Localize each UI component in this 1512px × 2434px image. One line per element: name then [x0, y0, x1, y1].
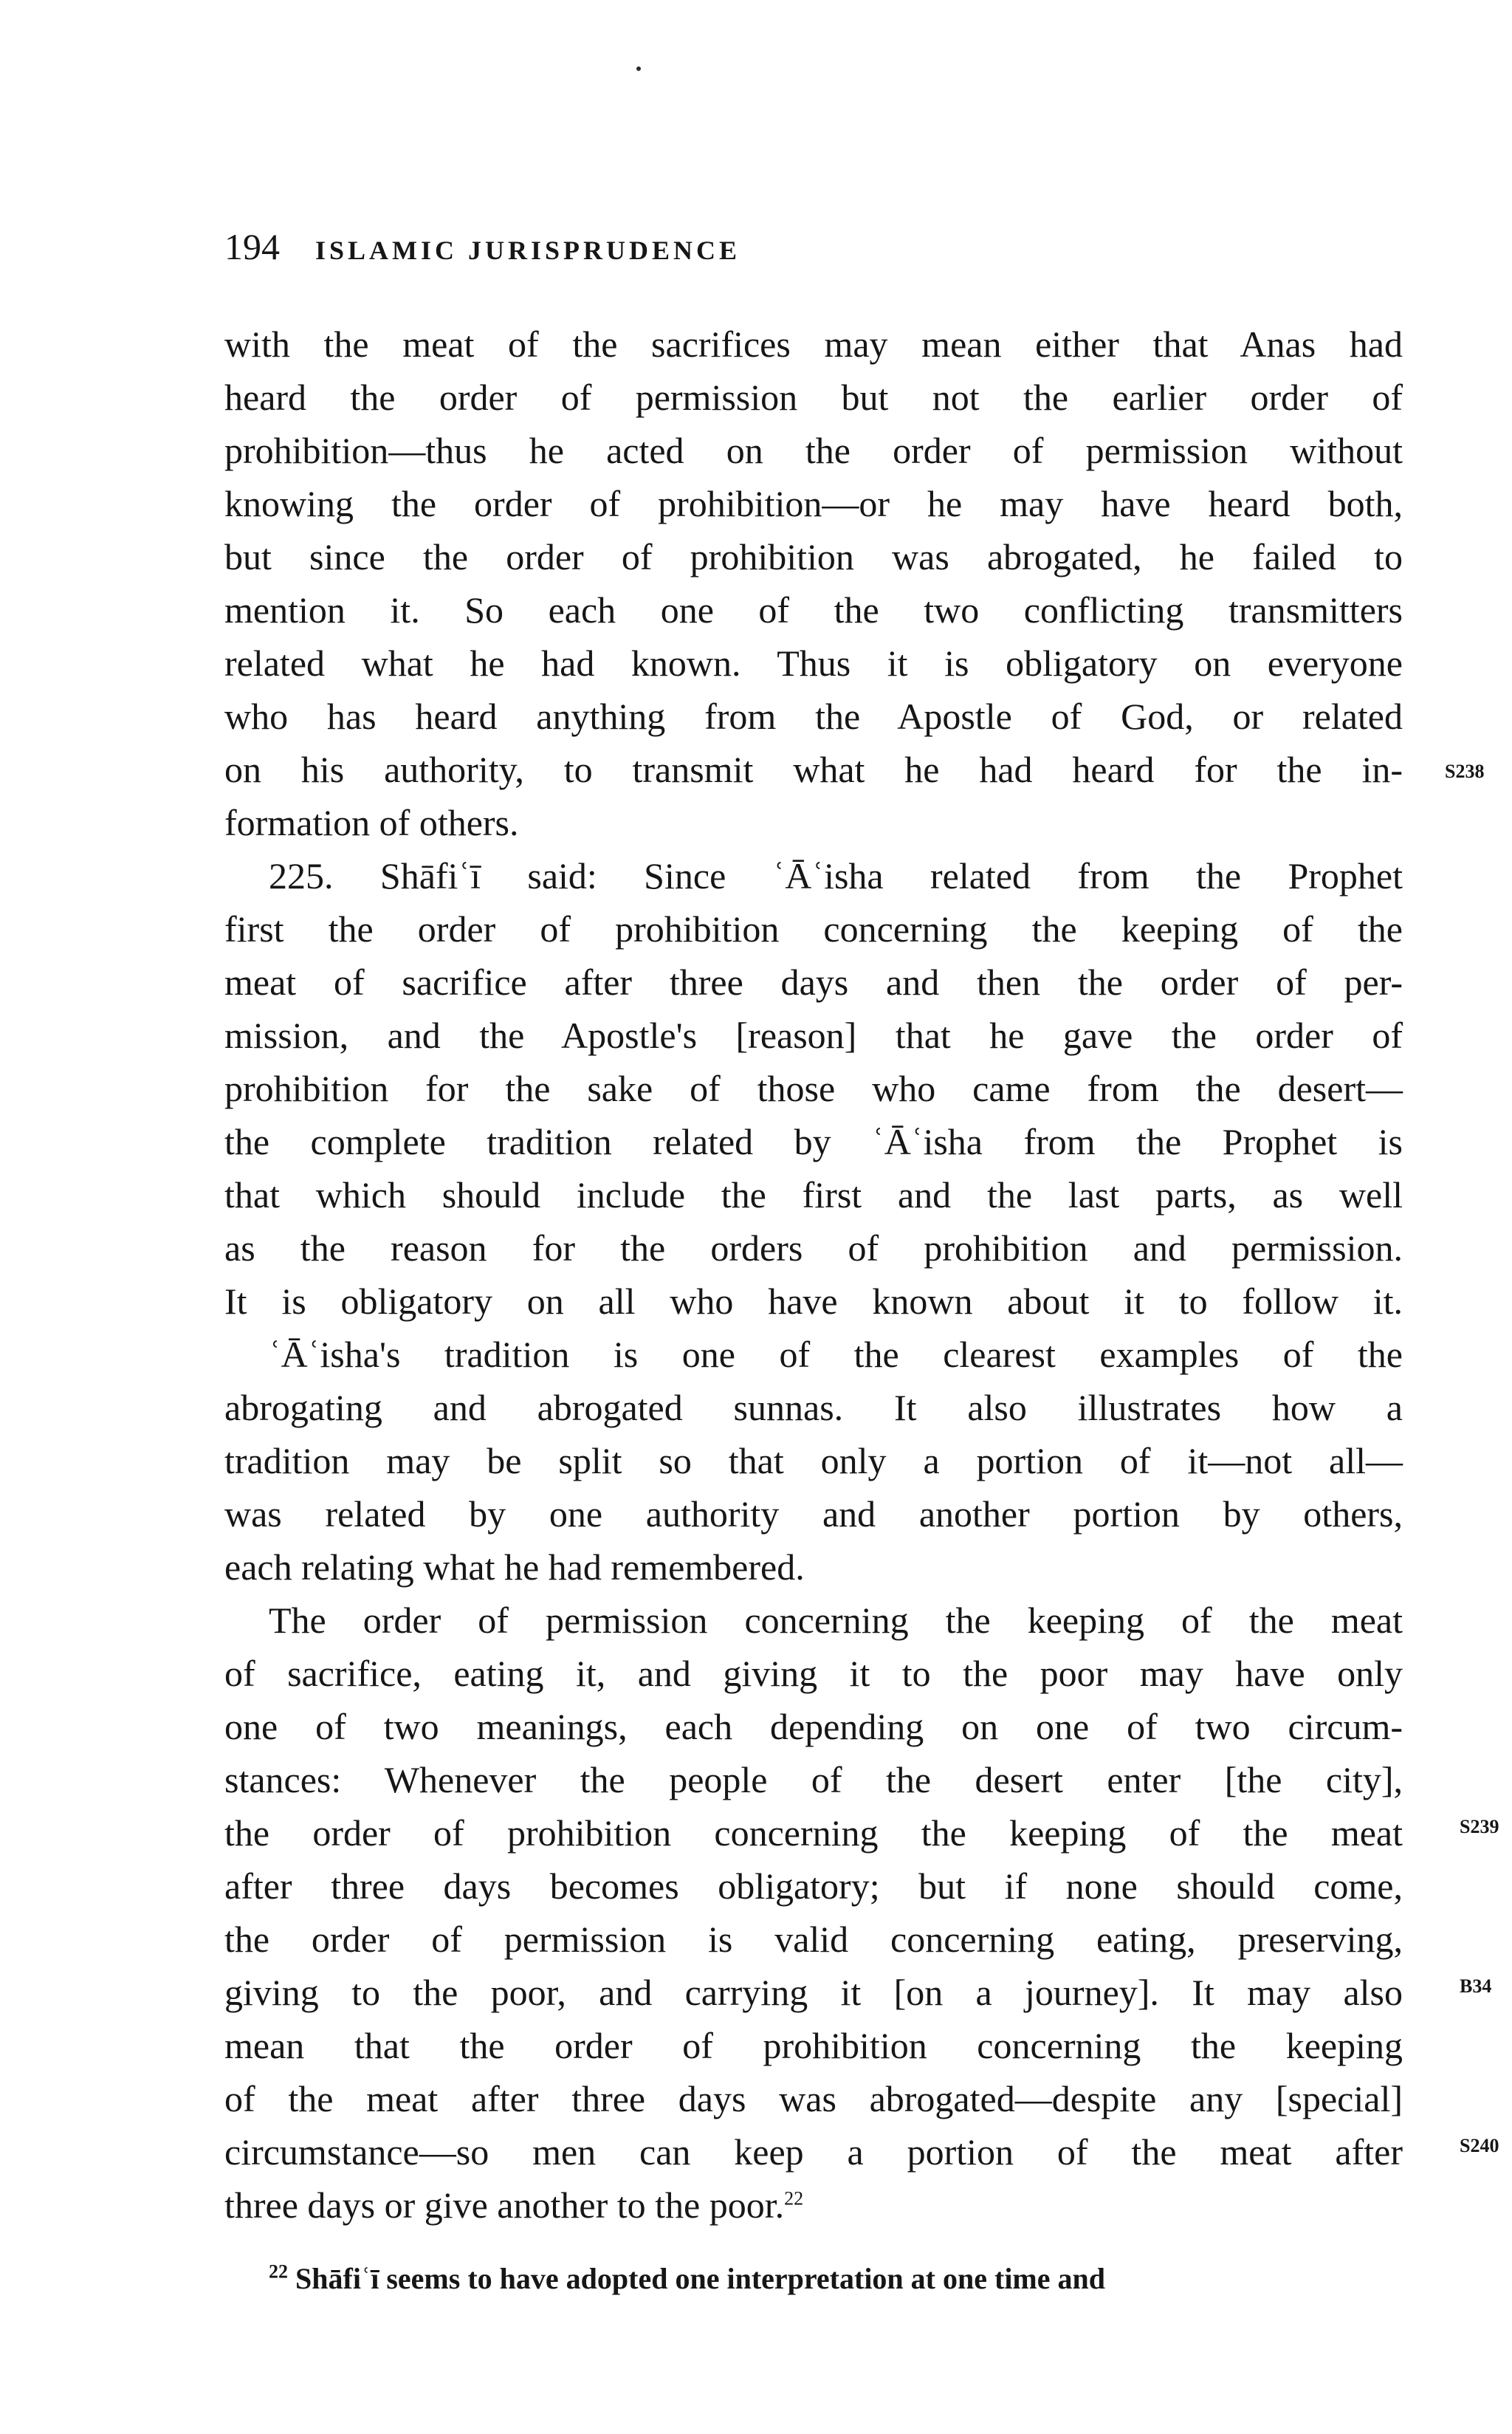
margin-reference: B34 [1460, 1975, 1492, 1997]
margin-reference: S238 [1445, 761, 1485, 782]
body-line: the order of prohibition concerning the keeping of the meat [224, 1812, 1403, 1854]
body-line: prohibition for the sake of those who came from the desert— [224, 1068, 1403, 1109]
body-line: first the order of prohibition concerning the keeping of the [224, 908, 1403, 950]
page-number: 194 [224, 226, 280, 267]
body-line: but since the order of prohibition was abrogated, he failed to [224, 536, 1403, 577]
body-line: mention it. So each one of the two conflicting transmitters [224, 589, 1403, 631]
body-line: 225. Shāfiʿī said: Since ʿĀʿisha related from the Prophet [269, 855, 1403, 897]
body-line: stances: Whenever the people of the desert enter [the city], [224, 1759, 1403, 1800]
body-line: that which should include the first and the last parts, as well [224, 1174, 1403, 1216]
body-line: of sacrifice, eating it, and giving it to the poor may have only [224, 1653, 1403, 1694]
body-line: meat of sacrifice after three days and then the order of per- [224, 961, 1403, 1003]
body-line: was related by one authority and another portion by others, [224, 1493, 1403, 1535]
ink-speck [636, 66, 641, 71]
body-line: who has heard anything from the Apostle of God, or related [224, 696, 1403, 737]
body-line-with-note-ref [224, 2178, 1403, 2232]
body-line: on his authority, to transmit what he had heard for the in- [224, 749, 1403, 790]
margin-reference: S240 [1460, 2135, 1499, 2156]
body-line: as the reason for the orders of prohibition and permission. [224, 1227, 1403, 1269]
body-line: prohibition—thus he acted on the order of permission without [224, 430, 1403, 471]
footnote-text: Shāfiʿī seems to have adopted one interpretation at one time and [295, 2262, 1105, 2295]
body-line: tradition may be split so that only a portion of it—not all— [224, 1440, 1403, 1481]
margin-reference: S239 [1460, 1816, 1499, 1837]
body-line: heard the order of permission but not the earlier order of [224, 377, 1403, 418]
body-line: mission, and the Apostle's [reason] that he gave the order of [224, 1015, 1403, 1056]
body-line: mean that the order of prohibition concerning the keeping [224, 2025, 1403, 2066]
body-line: It is obligatory on all who have known about it to follow it. [224, 1281, 1403, 1322]
body-line: abrogating and abrogated sunnas. It also illustrates how a [224, 1387, 1403, 1428]
body-line-text: three days or give another to the poor. [224, 2184, 785, 2226]
footnote-marker: 22 [269, 2260, 288, 2283]
body-line: one of two meanings, each depending on one of two circum- [224, 1706, 1403, 1747]
footnote [269, 2257, 1403, 2301]
body-line: related what he had known. Thus it is obligatory on everyone [224, 642, 1403, 684]
body-line: the order of permission is valid concerning eating, preserving, [224, 1919, 1403, 1960]
page-header [224, 225, 740, 268]
body-line: The order of permission concerning the keeping of the meat [269, 1600, 1403, 1641]
body-line: formation of others. [224, 802, 519, 843]
body-line: knowing the order of prohibition—or he may have heard both, [224, 483, 1403, 524]
body-line: with the meat of the sacrifices may mean either that Anas had [224, 323, 1403, 365]
footnote-reference: 22 [784, 2187, 804, 2210]
running-head: ISLAMIC JURISPRUDENCE [315, 236, 741, 265]
body-line: circumstance—so men can keep a portion of the meat after [224, 2131, 1403, 2173]
body-line: after three days becomes obligatory; but if none should come, [224, 1865, 1403, 1907]
body-line: each relating what he had remembered. [224, 1546, 805, 1588]
body-line: giving to the poor, and carrying it [on a journey]. It may also [224, 1972, 1403, 2013]
body-line: of the meat after three days was abrogated—despite any [special] [224, 2078, 1403, 2119]
body-line: ʿĀʿisha's tradition is one of the clearest examples of the [269, 1334, 1403, 1375]
body-line: the complete tradition related by ʿĀʿisha from the Prophet is [224, 1121, 1403, 1162]
